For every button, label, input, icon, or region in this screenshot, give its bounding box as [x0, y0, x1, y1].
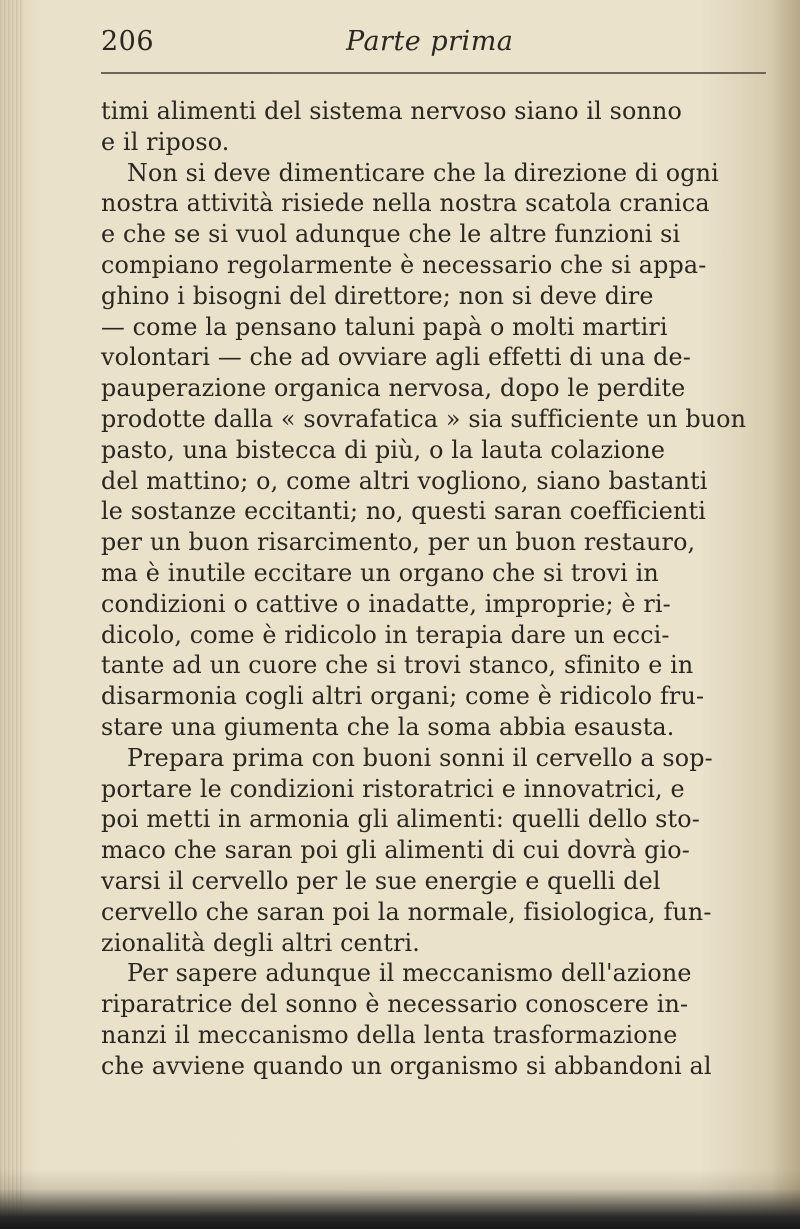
text-line: pauperazione organica nervosa, dopo le perdite — [101, 374, 686, 403]
text-line: timi alimenti del sistema nervoso siano il sonno — [101, 97, 682, 125]
text-line: del mattino; o, come altri vogliono, siano bastanti — [101, 466, 708, 495]
text-line: pasto, una bistecca di più, o la lauta colazione — [101, 435, 666, 464]
running-head — [101, 26, 741, 60]
text-line: Non si deve dimenticare che la direzione di ogni — [127, 158, 719, 187]
text-line: dicolo, come è ridicolo in terapia dare un ecci- — [101, 620, 670, 649]
text-line: portare le condizioni ristoratrici e innovatrici, e — [101, 774, 685, 803]
text-line: ma è inutile eccitare un organo che si trovi in — [101, 558, 659, 587]
text-line: compiano regolarmente è necessario che si appa- — [101, 250, 707, 279]
text-line: — come la pensano taluni papà o molti martiri — [101, 312, 668, 341]
section-title: Parte prima — [346, 26, 514, 57]
text-line: poi metti in armonia gli alimenti: quelli dello sto- — [101, 805, 700, 834]
text-line: che avviene quando un organismo si abbandoni al — [101, 1051, 712, 1080]
text-line: varsi il cervello per le sue energie e quelli del — [101, 866, 661, 895]
text-line: condizioni o cattive o inadatte, improprie; è ri- — [101, 589, 671, 618]
header-rule — [101, 72, 766, 74]
text-line: maco che saran poi gli alimenti di cui dovrà gio- — [101, 836, 690, 865]
text-line: per un buon risarcimento, per un buon restauro, — [101, 528, 696, 557]
page-binding-edge — [0, 0, 24, 1229]
text-line: tante ad un cuore che si trovi stanco, sfinito e in — [101, 651, 694, 680]
text-line: riparatrice del sonno è necessario conoscere in- — [101, 990, 689, 1019]
text-line: le sostanze eccitanti; no, questi saran coefficienti — [101, 497, 706, 526]
page-bottom-shadow — [0, 1169, 800, 1229]
text-line: Per sapere adunque il meccanismo dell'azione — [127, 959, 692, 988]
text-line: stare una giumenta che la soma abbia esausta. — [101, 712, 675, 741]
text-line: cervello che saran poi la normale, fisiologica, fun- — [101, 897, 712, 926]
text-line: e che se si vuol adunque che le altre funzioni si — [101, 220, 681, 249]
page-number: 206 — [101, 26, 155, 57]
text-line: zionalità degli altri centri. — [101, 928, 420, 957]
body-text — [101, 96, 781, 1082]
text-line: nanzi il meccanismo della lenta trasformazione — [101, 1020, 678, 1049]
text-line: ghino i bisogni del direttore; non si deve dire — [101, 281, 654, 310]
text-line: nostra attività risiede nella nostra scatola cranica — [101, 189, 710, 218]
text-line: Prepara prima con buoni sonni il cervello a sop- — [127, 743, 713, 772]
text-line: e il riposo. — [101, 127, 230, 156]
text-line: disarmonia cogli altri organi; come è ridicolo fru- — [101, 682, 705, 711]
text-line: prodotte dalla « sovrafatica » sia sufficiente un buon — [101, 404, 747, 433]
text-line: volontari — che ad ovviare agli effetti di una de- — [101, 343, 691, 372]
